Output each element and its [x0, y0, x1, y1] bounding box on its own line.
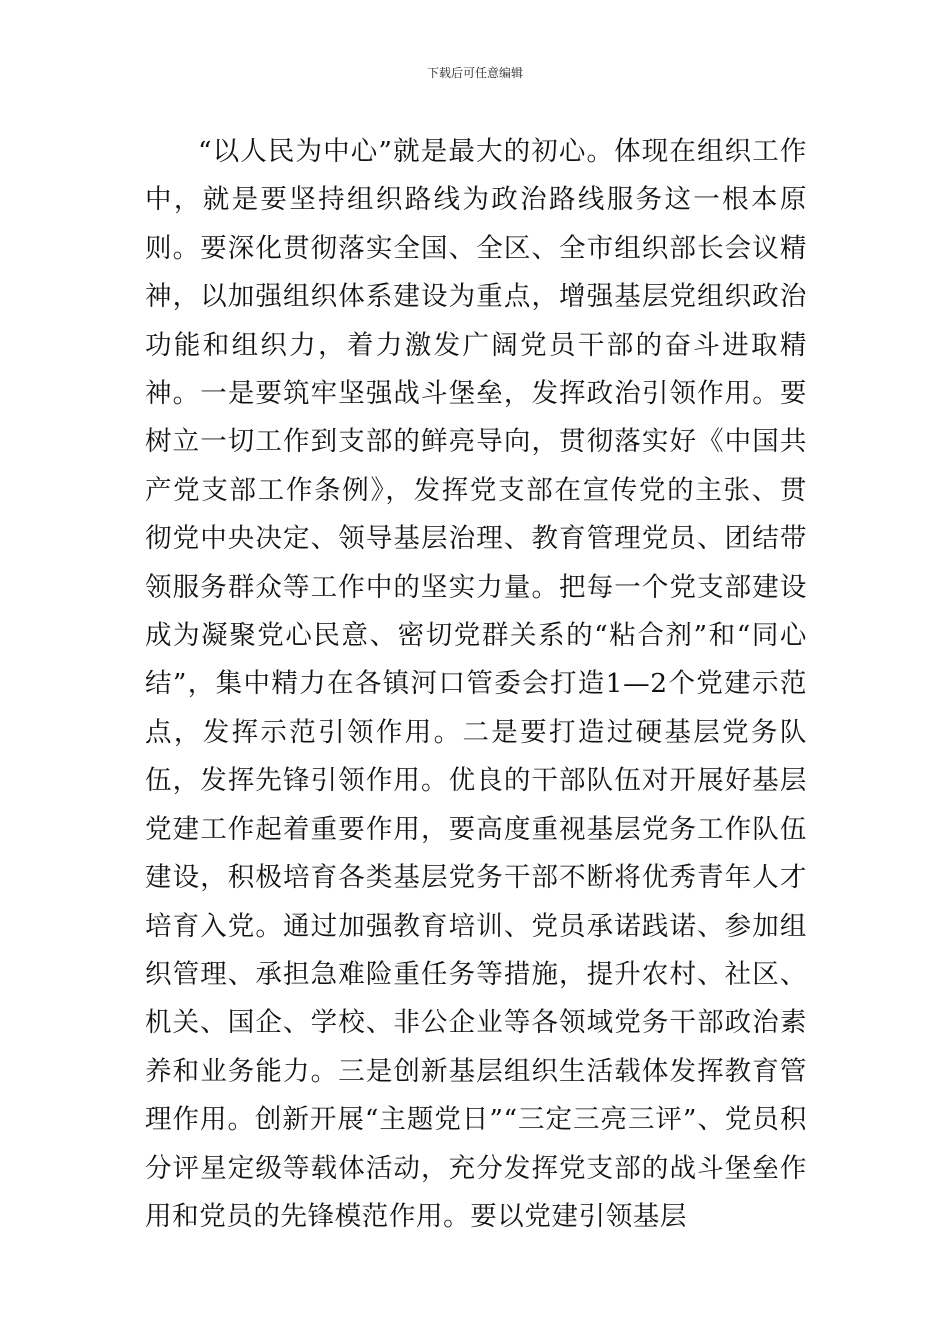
body-paragraph: “以人民为中心”就是最大的初心。体现在组织工作中，就是要坚持组织路线为政治路线服务这一根本原则。要深化贯彻落实全国、全区、全市组织部长会议精神，以加强组织体系建设为重点，增强基层党组织政治功能和组织力，着力激发广阔党员干部的奋斗进取精神。一是要筑牢坚强战斗堡垒，发挥政治引领作用。要树立一切工作到支部的鲜亮导向，贯彻落实好《中国共产党支部工作条例》，发挥党支部在宣传党的主张、贯彻党中央决定、领导基层治理、教育管理党员、团结带领服务群众等工作中的坚实力量。把每一个党支部建设成为凝聚党心民意、密切党群关系的“粘合剂”和“同心结”，集中精力在各镇河口管委会打造1—2个党建示范点，发挥示范引领作用。二是要打造过硬基层党务队伍，发挥先锋引领作用。优良的干部队伍对开展好基层党建工作起着重要作用，要高度重视基层党务工作队伍建设，积极培育各类基层党务干部不断将优秀青年人才培育入党。通过加强教育培训、党员承诺践诺、参加组织管理、承担急难险重任务等措施，提升农村、社区、机关、国企、学校、非公企业等各领域党务干部政治素养和业务能力。三是创新基层组织生活载体发挥教育管理作用。创新开展“主题党日”“三定三亮三评”、党员积分评星定级等载体活动，充分发挥党支部的战斗堡垒作用和党员的先锋模范作用。要以党建引领基层: [145, 136, 807, 1232]
header-note: 下载后可任意编辑: [426, 66, 523, 80]
